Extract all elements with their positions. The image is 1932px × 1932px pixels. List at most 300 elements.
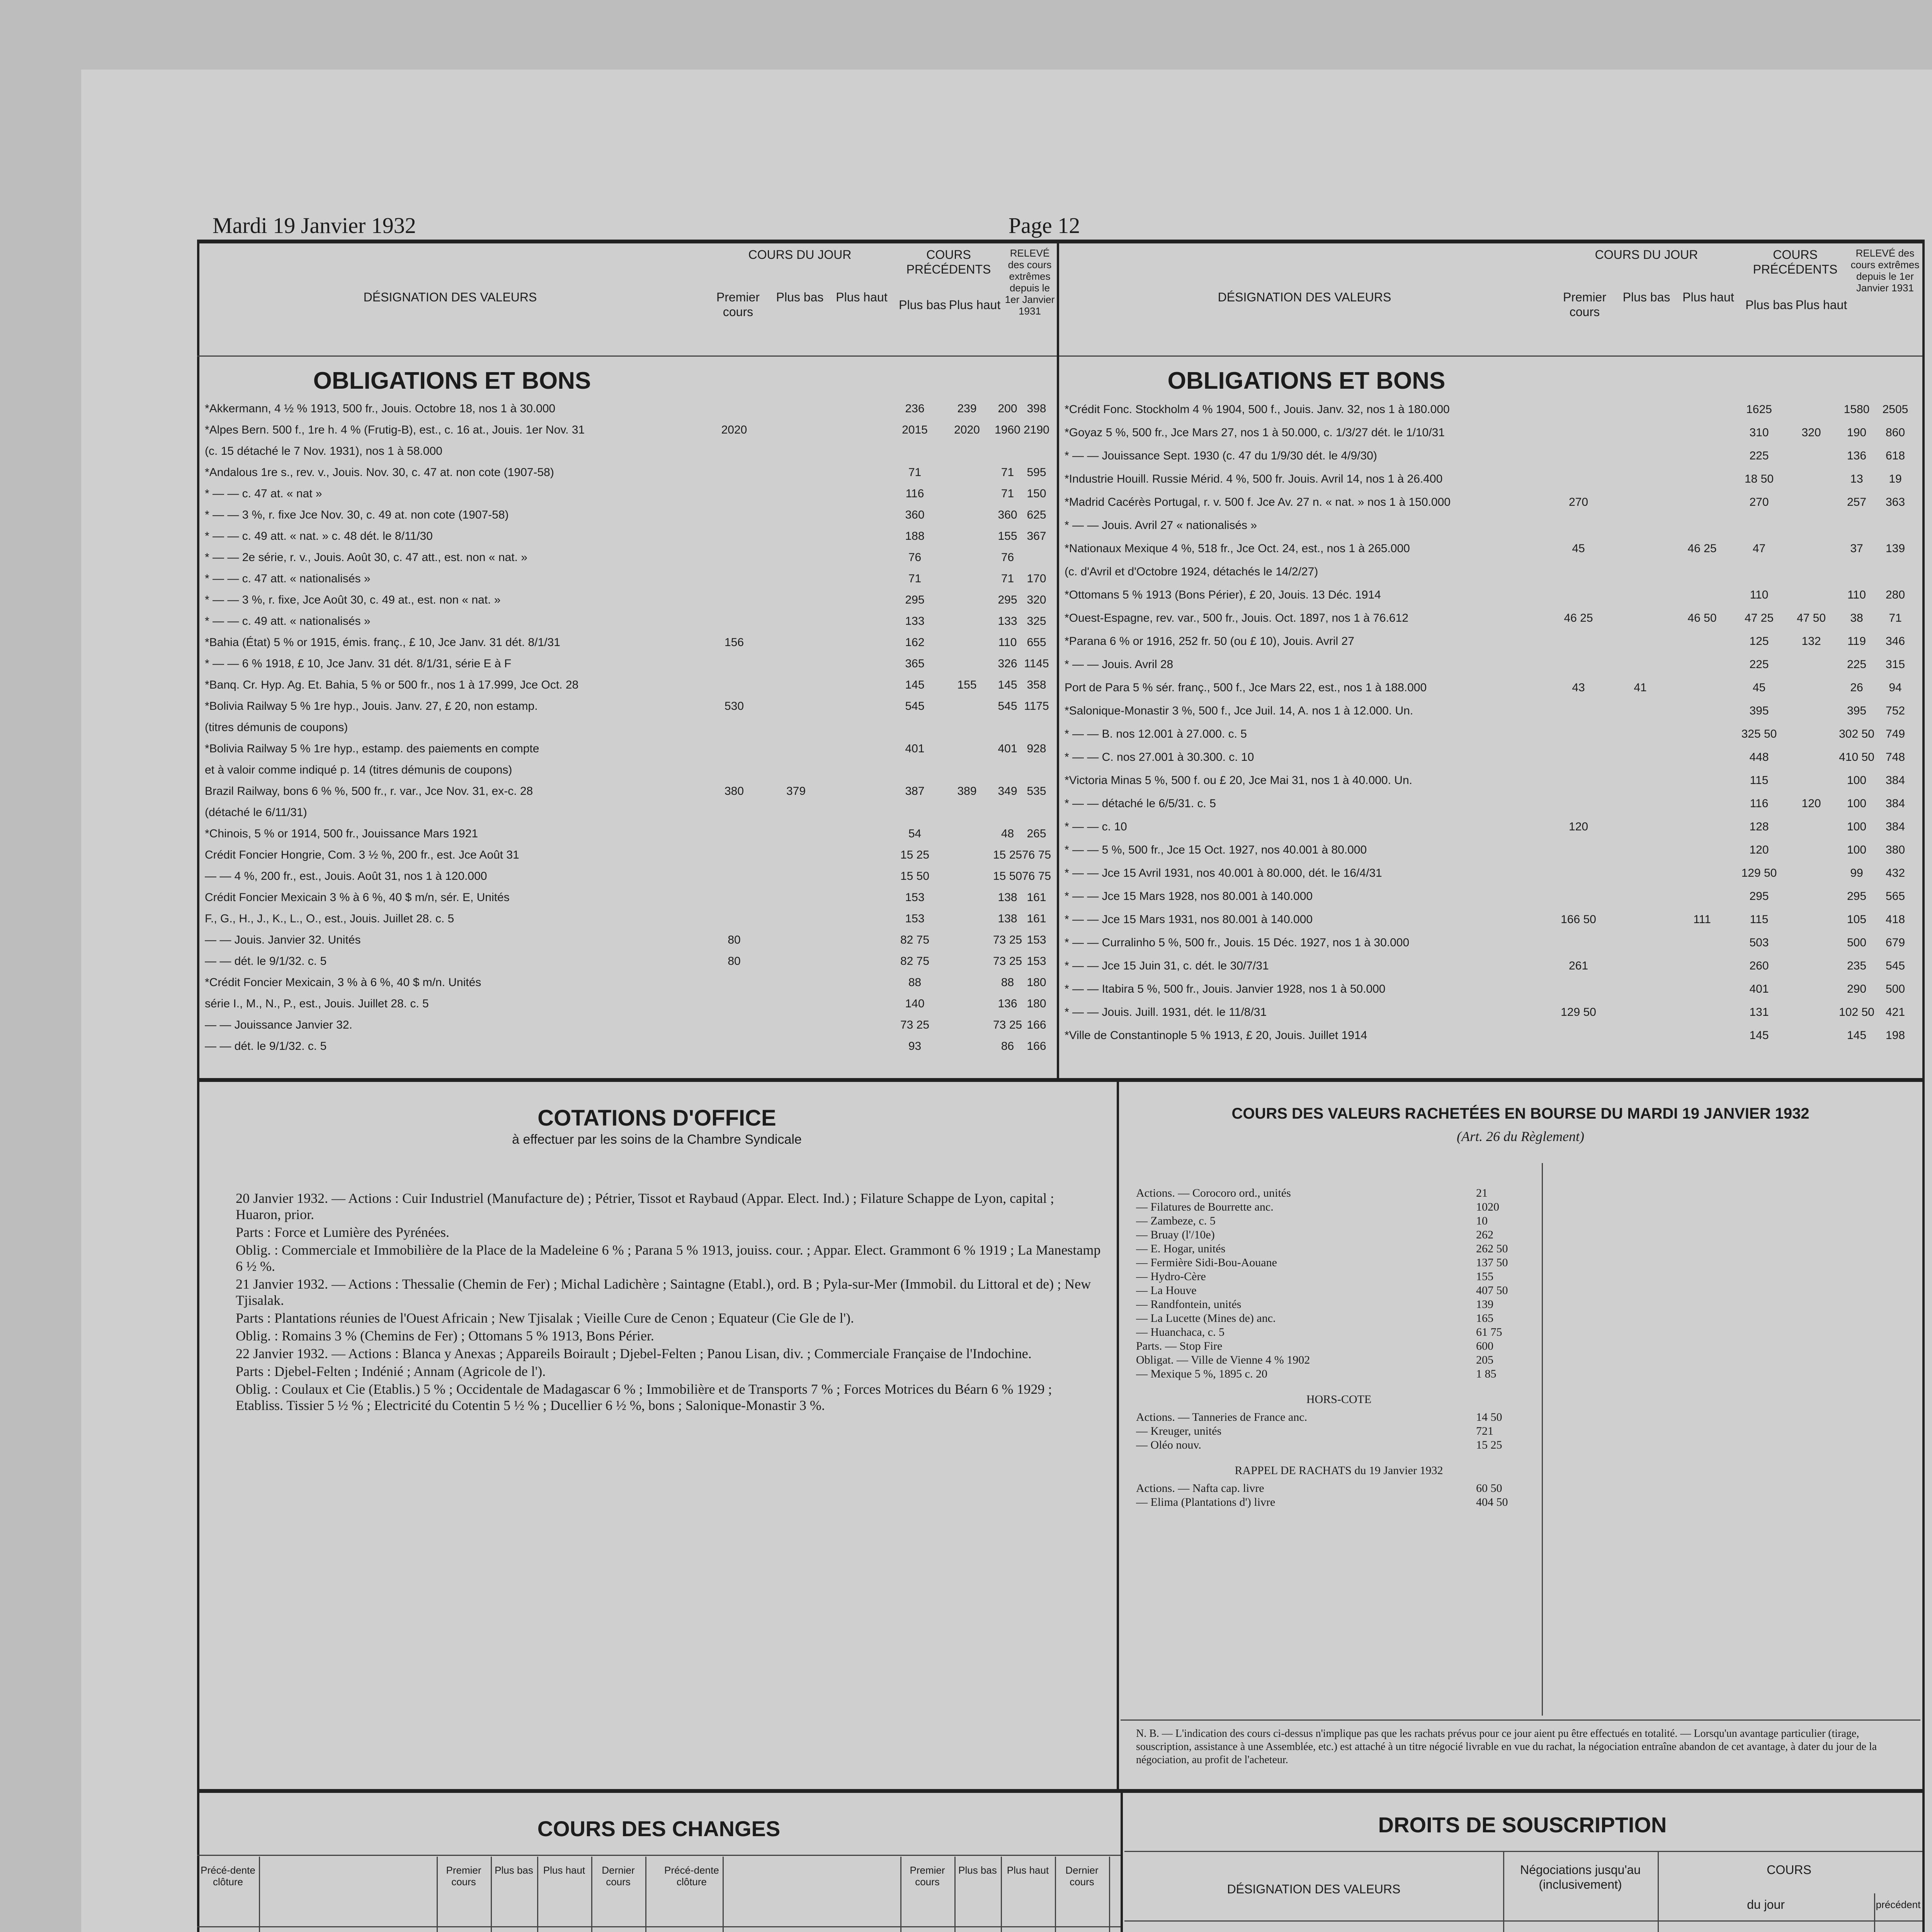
security-name: * — — détaché le 6/5/31. c. 5 [1065, 797, 1216, 810]
prec-plus-haut [1785, 723, 1837, 746]
obligation-row [205, 759, 1055, 781]
releve-max: 2190 [1024, 423, 1049, 436]
obligation-row [205, 929, 1055, 951]
plus-haut [1671, 815, 1733, 838]
plus-haut [827, 696, 889, 717]
releve-min [993, 802, 1022, 823]
left-table-header [197, 243, 1057, 355]
racheted-label: Obligat. — Ville de Vienne 4 % 1902 [1136, 1354, 1310, 1366]
obligation-row [1065, 699, 1920, 723]
changes-header-premier: Premier cours [446, 1864, 481, 1888]
security-name: *Parana 6 % or 1916, 252 fr. 50 (ou £ 10), Jouis. Avril 27 [1065, 635, 1354, 648]
prec-plus-bas: 129 50 [1741, 867, 1777, 879]
obligation-row [1065, 931, 1920, 954]
premier-cours [703, 802, 765, 823]
prec-plus-haut [1785, 885, 1837, 908]
premier-cours: 380 [724, 785, 744, 798]
premier-cours: 120 [1568, 820, 1588, 833]
security-name: *Goyaz 5 %, 500 fr., Jce Mars 27, nos 1 à 50.000, c. 1/3/27 dét. le 1/10/31 [1065, 426, 1445, 439]
releve-min: 136 [1847, 449, 1867, 462]
souscription-header-rule [1124, 1920, 1922, 1922]
racheted-line [1136, 1353, 1542, 1367]
plus-haut [1671, 954, 1733, 978]
releve-max: 565 [1885, 890, 1905, 903]
security-name: * — — c. 47 at. « nat » [205, 487, 322, 500]
plus-bas: 41 [1634, 681, 1647, 694]
header-plus-haut: Plus haut [836, 290, 888, 304]
newspaper-page [81, 70, 1932, 1932]
racheted-value: 14 50 [1476, 1411, 1502, 1423]
obligation-row [1065, 583, 1920, 607]
prec-plus-haut [1785, 769, 1837, 792]
plus-bas [765, 717, 827, 738]
obligation-row [205, 504, 1055, 526]
obligation-row [1065, 491, 1920, 514]
plus-haut [1671, 514, 1733, 537]
obligation-row [205, 951, 1055, 972]
premier-cours [1548, 630, 1609, 653]
racheted-line [1136, 1367, 1542, 1381]
plus-haut [827, 823, 889, 844]
changes-title: COURS DES CHANGES [537, 1816, 781, 1841]
security-name: * — — c. 10 [1065, 820, 1127, 833]
releve-max: 76 75 [1022, 849, 1051, 861]
premier-cours [1548, 514, 1609, 537]
cotation-paragraph: Oblig. : Romains 3 % (Chemins de Fer) ; Ottomans 5 % 1913, Bons Périer. [236, 1328, 654, 1344]
obligation-row [1065, 607, 1920, 630]
changes-header-precedente: Précé-dente clôture [201, 1864, 255, 1888]
premier-cours [703, 504, 765, 526]
changes-header-haut: Plus haut [543, 1864, 585, 1876]
racheted-line [1136, 1495, 1542, 1509]
plus-haut [1671, 792, 1733, 815]
plus-haut [827, 844, 889, 866]
security-name: *Banq. Cr. Hyp. Ag. Et. Bahia, 5 % or 500 fr., nos 1 à 17.999, Jce Oct. 28 [205, 679, 579, 691]
releve-min [993, 717, 1022, 738]
prec-plus-bas: 188 [905, 530, 925, 543]
premier-cours [1548, 723, 1609, 746]
obligation-row [1065, 653, 1920, 676]
plus-bas [1609, 931, 1671, 954]
security-name: * — — Jce 15 Mars 1928, nos 80.001 à 140.000 [1065, 890, 1313, 903]
obligation-row [1065, 815, 1920, 838]
security-name: — — 4 %, 200 fr., est., Jouis. Août 31, nos 1 à 120.000 [205, 870, 487, 883]
prec-plus-haut [941, 972, 993, 993]
plus-haut [827, 1036, 889, 1057]
prec-plus-bas: 93 [908, 1040, 922, 1053]
prec-plus-haut [941, 1014, 993, 1036]
releve-min: 88 [1001, 976, 1014, 989]
prec-plus-bas: 145 [905, 679, 925, 691]
releve-min [993, 759, 1022, 781]
security-name: * — — Jouis. Juill. 1931, dét. le 11/8/31 [1065, 1006, 1267, 1019]
racheted-line [1136, 1270, 1542, 1284]
racheted-label: — Oléo nouv. [1136, 1439, 1201, 1451]
releve-max: 1175 [1024, 700, 1049, 713]
prec-plus-haut [941, 440, 993, 462]
premier-cours: 270 [1568, 496, 1588, 509]
premier-cours [1548, 653, 1609, 676]
racheted-value: 721 [1476, 1425, 1493, 1437]
obligation-row [1065, 468, 1920, 491]
obligation-row [205, 866, 1055, 887]
plus-bas [765, 908, 827, 929]
racheted-line [1136, 1284, 1542, 1298]
prec-plus-haut [1785, 537, 1837, 560]
releve-min: 302 50 [1839, 728, 1874, 740]
security-name: *Ottomans 5 % 1913 (Bons Périer), £ 20, Jouis. 13 Déc. 1914 [1065, 588, 1381, 601]
racheted-value: 1020 [1476, 1201, 1499, 1213]
security-name: *Andalous 1re s., rev. v., Jouis. Nov. 30, c. 47 at. non cote (1907-58) [205, 466, 554, 479]
cotations-title: COTATIONS D'OFFICE [537, 1105, 776, 1131]
prec-plus-haut [941, 653, 993, 674]
premier-cours [703, 844, 765, 866]
obligation-row [1065, 908, 1920, 931]
premier-cours [1548, 978, 1609, 1001]
obligation-row [1065, 398, 1920, 421]
obligation-row [205, 483, 1055, 504]
releve-min [993, 440, 1022, 462]
releve-max: 161 [1027, 912, 1046, 925]
header-releve-right: RELEVÉ des cours extrêmes depuis le 1er Janvier 1931 [1850, 247, 1920, 294]
header-releve: RELEVÉ des cours extrêmes depuis le 1er Janvier 1931 [1005, 247, 1055, 317]
souscription-top-rule [1124, 1851, 1922, 1852]
cotation-paragraph: Parts : Djebel-Felten ; Indénié ; Annam (Agricole de l'). [236, 1364, 546, 1379]
plus-haut [1671, 491, 1733, 514]
racheted-label: — La Houve [1136, 1284, 1197, 1297]
releve-min: 200 [998, 402, 1017, 415]
racheted-line [1136, 1256, 1542, 1270]
racheted-value: 155 [1476, 1270, 1493, 1283]
releve-max: 749 [1885, 728, 1905, 740]
plus-bas [765, 462, 827, 483]
plus-haut [1671, 421, 1733, 444]
prec-plus-haut [1785, 676, 1837, 699]
plus-bas [1609, 514, 1671, 537]
plus-haut [827, 419, 889, 440]
header-premier-right: Premier cours [1563, 290, 1606, 319]
plus-bas [1609, 537, 1671, 560]
souscription-title: DROITS DE SOUSCRIPTION [1378, 1813, 1667, 1837]
plus-bas [765, 802, 827, 823]
obligation-row [205, 611, 1055, 632]
prec-plus-bas: 310 [1749, 426, 1769, 439]
prec-plus-haut [1785, 978, 1837, 1001]
plus-bas [1609, 954, 1671, 978]
plus-haut [827, 738, 889, 759]
prec-plus-bas: 225 [1749, 658, 1769, 671]
prec-plus-haut: 389 [957, 785, 977, 798]
center-divider-mid [1117, 1078, 1119, 1789]
plus-haut [1671, 699, 1733, 723]
right-header-rule [1059, 355, 1922, 357]
premier-cours [1548, 792, 1609, 815]
prec-plus-haut [941, 462, 993, 483]
plus-haut [1671, 931, 1733, 954]
obligation-row [205, 696, 1055, 717]
rachetees-body [1136, 1186, 1542, 1509]
security-name: (c. d'Avril et d'Octobre 1924, détachés le 14/2/27) [1065, 565, 1318, 578]
releve-min: 155 [998, 530, 1017, 543]
racheted-label: — Randfontein, unités [1136, 1298, 1242, 1311]
obligation-row [205, 823, 1055, 844]
releve-max [1022, 802, 1051, 823]
releve-max: 421 [1885, 1006, 1905, 1019]
plus-bas [765, 547, 827, 568]
prec-plus-bas: 88 [908, 976, 922, 989]
plus-haut [827, 589, 889, 611]
releve-max: 398 [1027, 402, 1046, 415]
premier-cours [703, 1036, 765, 1057]
prec-plus-haut [1785, 560, 1837, 583]
releve-min: 410 50 [1839, 751, 1874, 764]
obligation-row [1065, 560, 1920, 583]
racheted-line [1136, 1311, 1542, 1325]
souscription-h-jour: du jour [1747, 1898, 1785, 1912]
obligation-row [1065, 769, 1920, 792]
racheted-label: — Fermière Sidi-Bou-Aouane [1136, 1256, 1277, 1269]
premier-cours [703, 759, 765, 781]
obligation-row [1065, 862, 1920, 885]
releve-min: 295 [998, 594, 1017, 606]
racheted-label: — E. Hogar, unités [1136, 1242, 1226, 1255]
cotation-paragraph: 21 Janvier 1932. — Actions : Thessalie (Chemin de Fer) ; Michal Ladichère ; Saintagne (Etabl.), ord. B ; Pyla-sur-Mer (Immobil. du Littoral et de) ; New Tjisalak. [236, 1276, 1091, 1308]
security-name: *Ouest-Espagne, rev. var., 500 fr., Jouis. Oct. 1897, nos 1 à 76.612 [1065, 612, 1408, 624]
prec-plus-bas: 82 75 [900, 934, 930, 946]
racheted-value: 61 75 [1476, 1326, 1502, 1338]
security-name: (détaché le 6/11/31) [205, 806, 307, 819]
souscription-col-3 [1874, 1893, 1875, 1932]
releve-max: 500 [1885, 983, 1905, 995]
security-name: * — — c. 49 att. « nationalisés » [205, 615, 371, 628]
racheted-value: 15 25 [1476, 1439, 1502, 1451]
obligation-row [205, 589, 1055, 611]
plus-haut [1671, 583, 1733, 607]
obligation-row [205, 568, 1055, 589]
prec-plus-haut [1785, 1024, 1837, 1047]
plus-haut [1671, 1024, 1733, 1047]
prec-plus-bas: 115 [1750, 774, 1769, 787]
premier-cours [1548, 931, 1609, 954]
obligation-row [205, 1036, 1055, 1057]
security-name: * — — 3 %, r. fixe, Jce Août 30, c. 49 at., est. non « nat. » [205, 594, 501, 606]
premier-cours: 129 50 [1561, 1006, 1596, 1019]
racheted-label: — Kreuger, unités [1136, 1425, 1222, 1437]
security-name: Port de Para 5 % sér. franç., 500 f., Jce Mars 22, est., nos 1 à 188.000 [1065, 681, 1427, 694]
releve-max [1022, 440, 1051, 462]
premier-cours [703, 653, 765, 674]
center-divider-top [1057, 240, 1059, 1078]
prec-plus-haut [941, 717, 993, 738]
premier-cours [1548, 769, 1609, 792]
plus-haut [1671, 862, 1733, 885]
security-name: série I., M., N., P., est., Jouis. Juillet 28. c. 5 [205, 997, 429, 1010]
header-designation: DÉSIGNATION DES VALEURS [363, 290, 537, 304]
prec-plus-bas: 131 [1749, 1006, 1769, 1019]
releve-min: 71 [1001, 487, 1014, 500]
racheted-line [1136, 1200, 1542, 1214]
premier-cours [1548, 1024, 1609, 1047]
prec-plus-bas: 133 [905, 615, 925, 628]
plus-bas [1609, 746, 1671, 769]
prec-plus-bas: 295 [905, 594, 925, 606]
center-divider-changes [1121, 1789, 1123, 1932]
premier-cours: 43 [1572, 681, 1585, 694]
premier-cours [703, 589, 765, 611]
section-rule-1 [197, 1078, 1924, 1082]
premier-cours [703, 526, 765, 547]
souscription-h-nego: Négociations jusqu'au (inclusivement) [1520, 1863, 1641, 1891]
racheted-label: — Elima (Plantations d') livre [1136, 1496, 1276, 1509]
obligation-row [205, 781, 1055, 802]
plus-bas [765, 866, 827, 887]
plus-bas [1609, 398, 1671, 421]
premier-cours [703, 866, 765, 887]
prec-plus-bas: 365 [905, 657, 925, 670]
plus-haut [827, 929, 889, 951]
racheted-line [1136, 1298, 1542, 1311]
obligation-row [205, 972, 1055, 993]
plus-haut [1671, 838, 1733, 862]
premier-cours [1548, 862, 1609, 885]
releve-min: 326 [998, 657, 1017, 670]
plus-bas [765, 632, 827, 653]
releve-min: 138 [998, 891, 1017, 904]
prec-plus-bas: 54 [908, 827, 922, 840]
prec-plus-bas: 270 [1749, 496, 1769, 509]
premier-cours: 80 [728, 955, 741, 968]
prec-plus-bas: 153 [905, 891, 925, 904]
header-prec-bas: Plus bas [899, 298, 946, 312]
premier-cours: 46 25 [1564, 612, 1593, 624]
releve-min: 15 25 [993, 849, 1022, 861]
plus-bas [765, 568, 827, 589]
premier-cours [703, 398, 765, 419]
prec-plus-haut [941, 929, 993, 951]
cotation-paragraph: 22 Janvier 1932. — Actions : Blanca y Anexas ; Appareils Boirault ; Djebel-Felten ; Panou Lisan, div. ; Commerciale Française de l'Indochine. [236, 1346, 1032, 1361]
changes-col-rule [259, 1857, 260, 1932]
racheted-label: — Bruay (l'/10e) [1136, 1228, 1215, 1241]
security-name: * — — 6 % 1918, £ 10, Jce Janv. 31 dét. 8/1/31, série E à F [205, 657, 512, 670]
prec-plus-haut [1785, 514, 1837, 537]
premier-cours: 2020 [721, 423, 747, 436]
prec-plus-bas: 15 25 [900, 849, 930, 861]
releve-min: 73 25 [993, 955, 1022, 968]
premier-cours [703, 547, 765, 568]
prec-plus-bas: 153 [905, 912, 925, 925]
obligation-row [1065, 978, 1920, 1001]
security-name: * — — Jouissance Sept. 1930 (c. 47 du 1/9/30 dét. le 4/9/30) [1065, 449, 1377, 462]
security-name: * — — Jce 15 Mars 1931, nos 80.001 à 140.000 [1065, 913, 1313, 926]
prec-plus-bas [889, 759, 941, 781]
prec-plus-bas: 140 [905, 997, 925, 1010]
obligation-row [1065, 676, 1920, 699]
plus-bas [1609, 444, 1671, 468]
racheted-line [1136, 1228, 1542, 1242]
plus-haut [827, 1014, 889, 1036]
racheted-line [1136, 1242, 1542, 1256]
prec-plus-bas: 71 [908, 466, 922, 479]
prec-plus-haut [941, 526, 993, 547]
changes-col-rule [723, 1857, 724, 1932]
releve-min: 110 [1847, 588, 1866, 601]
obligation-row [1065, 421, 1920, 444]
prec-plus-bas: 82 75 [900, 955, 930, 968]
plus-haut [827, 759, 889, 781]
releve-min: 100 [1847, 774, 1867, 787]
plus-haut [827, 951, 889, 972]
releve-min: 290 [1847, 983, 1867, 995]
premier-cours: 261 [1568, 959, 1588, 972]
premier-cours [703, 440, 765, 462]
security-name: — — dét. le 9/1/32. c. 5 [205, 1040, 327, 1053]
security-name: *Victoria Minas 5 %, 500 f. ou £ 20, Jce Mai 31, nos 1 à 40.000. Un. [1065, 774, 1412, 787]
plus-bas [765, 440, 827, 462]
changes-header-bas: Plus bas [958, 1864, 997, 1876]
security-name: *Industrie Houill. Russie Mérid. 4 %, 500 fr. Jouis. Avril 14, nos 1 à 26.400 [1065, 473, 1443, 485]
plus-bas [765, 653, 827, 674]
obligation-row [1065, 537, 1920, 560]
plus-haut [827, 653, 889, 674]
plus-bas [1609, 421, 1671, 444]
releve-max: 545 [1885, 959, 1905, 972]
premier-cours [1548, 421, 1609, 444]
prec-plus-bas: 1625 [1746, 403, 1772, 416]
releve-min: 257 [1847, 496, 1867, 509]
premier-cours [1548, 560, 1609, 583]
plus-bas [765, 696, 827, 717]
obligation-row [205, 462, 1055, 483]
releve-max: 928 [1027, 742, 1046, 755]
plus-bas [765, 504, 827, 526]
plus-haut [1671, 769, 1733, 792]
releve-max [1876, 514, 1915, 537]
releve-min: 500 [1847, 936, 1867, 949]
obligation-row [205, 674, 1055, 696]
racheted-line [1136, 1481, 1542, 1495]
prec-plus-haut [1785, 699, 1837, 723]
header-designation-right: DÉSIGNATION DES VALEURS [1218, 290, 1391, 304]
security-name: *Madrid Cacérès Portugal, r. v. 500 f. Jce Av. 27 n. « nat. » nos 1 à 150.000 [1065, 496, 1451, 509]
prec-plus-haut [941, 611, 993, 632]
racheted-label: Actions. — Nafta cap. livre [1136, 1482, 1264, 1495]
premier-cours: 45 [1572, 542, 1585, 555]
obligation-row [205, 547, 1055, 568]
plus-haut [1671, 746, 1733, 769]
releve-min: 145 [998, 679, 1017, 691]
security-name: *Bolivia Railway 5 % 1re hyp., Jouis. Janv. 27, £ 20, non estamp. [205, 700, 538, 713]
racheted-line [1136, 1424, 1542, 1438]
changes-top-rule [197, 1855, 1121, 1856]
obligation-row [1065, 1024, 1920, 1047]
plus-haut [827, 993, 889, 1014]
cotations-subtitle: à effectuer par les soins de la Chambre Syndicale [512, 1132, 802, 1147]
plus-haut [827, 887, 889, 908]
racheted-value: 165 [1476, 1312, 1493, 1325]
prec-plus-bas: 325 50 [1741, 728, 1777, 740]
releve-min: 100 [1847, 797, 1867, 810]
releve-min: 86 [1001, 1040, 1014, 1053]
prec-plus-bas: 295 [1749, 890, 1769, 903]
prec-plus-haut [941, 866, 993, 887]
releve-min: 71 [1001, 572, 1014, 585]
plus-bas [1609, 978, 1671, 1001]
prec-plus-bas [889, 440, 941, 462]
releve-max: 748 [1885, 751, 1905, 764]
releve-min: 76 [1001, 551, 1014, 564]
releve-min: 71 [1001, 466, 1014, 479]
security-name: (c. 15 détaché le 7 Nov. 1931), nos 1 à 58.000 [205, 445, 442, 457]
